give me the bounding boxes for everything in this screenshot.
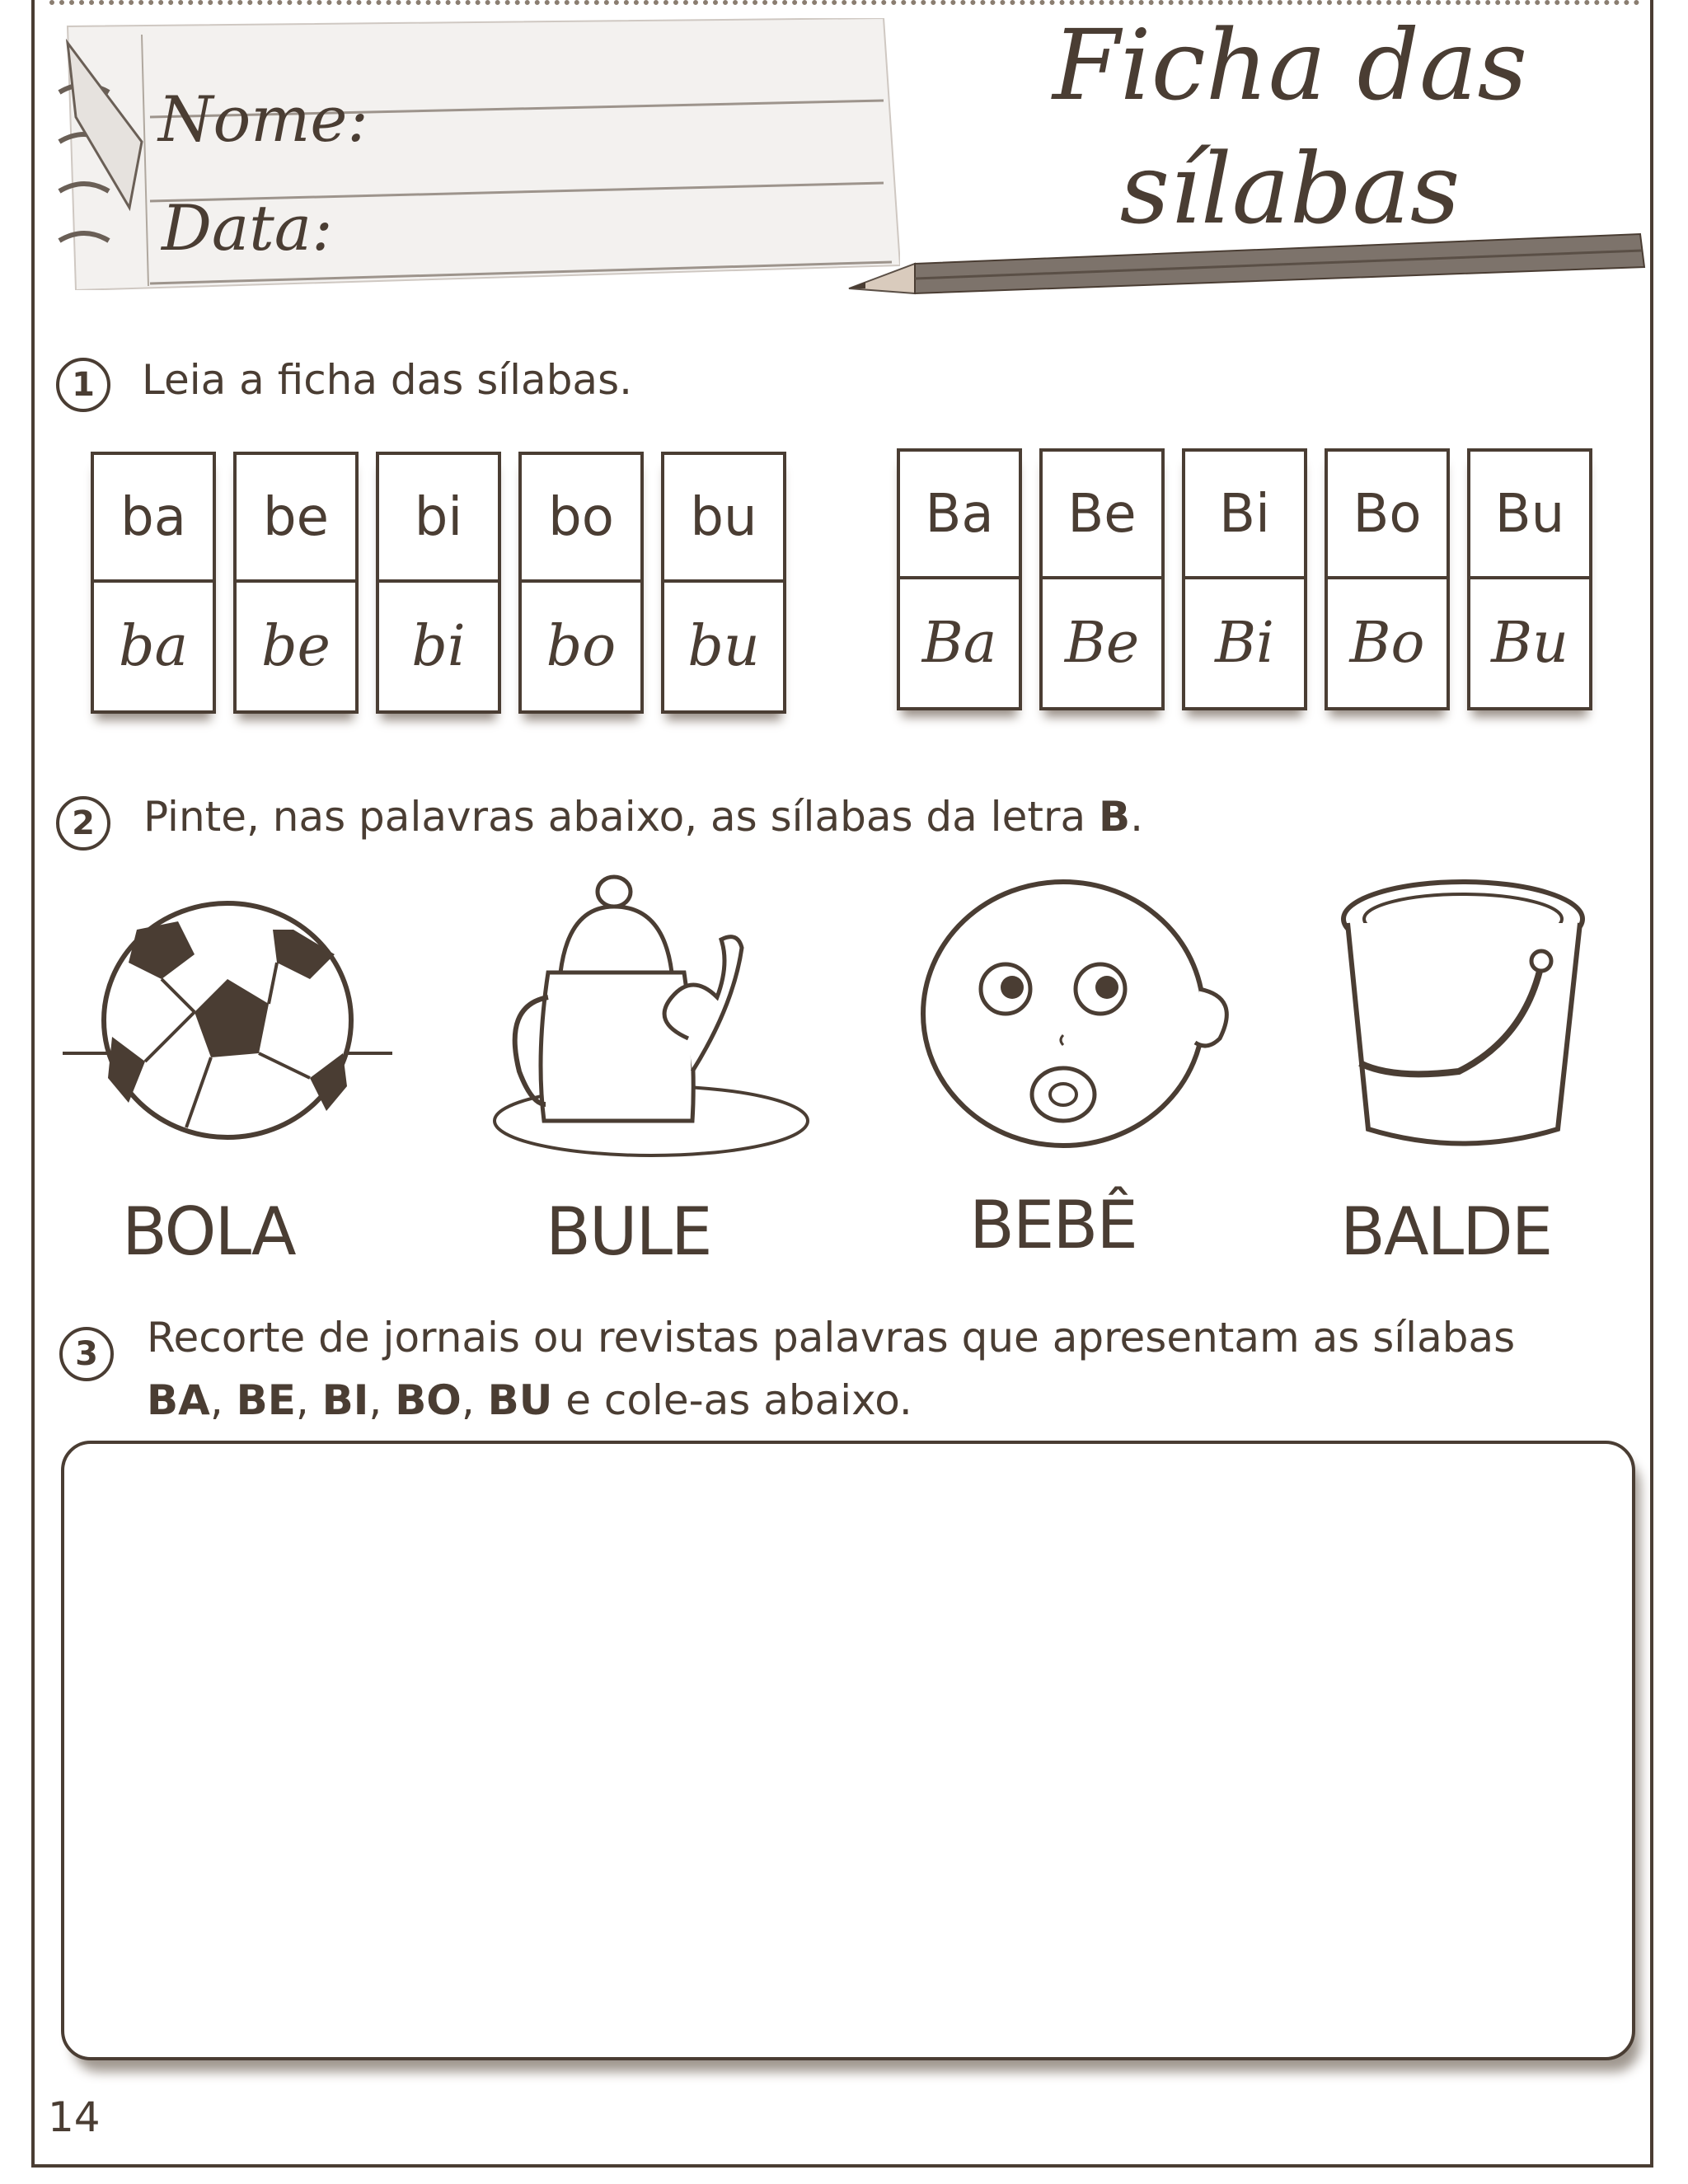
syllable-cursive: bu [687,614,760,679]
separator: , [461,1376,488,1424]
page-title-line1: Ficha das [1053,8,1527,122]
step-2-letter: B [1099,793,1131,841]
syllable-bold: BE [236,1376,296,1424]
step-3-instruction-line2 [147,1376,912,1424]
baby-face-icon [915,874,1245,1154]
soccer-ball-icon [63,897,392,1144]
word-label: BULE [546,1193,711,1270]
separator: , [209,1376,237,1424]
syllable-cursive: be [261,614,331,679]
syllable-card [91,452,216,714]
teapot-icon [486,874,824,1170]
syllable-print: Bo [1328,452,1447,579]
syllable-bold: BI [321,1376,369,1424]
word-label: BOLA [122,1193,295,1270]
syllable-cursive: ba [118,614,189,679]
syllable-cursive: Be [1064,611,1140,676]
separator: , [295,1376,322,1424]
page-title-line2: sílabas [1119,132,1461,246]
step-2-instruction [143,793,1143,841]
syllable-print: bo [522,455,640,583]
syllable-card [376,452,501,714]
syllable-print: bi [379,455,498,583]
syllable-card [1039,448,1165,710]
step-2-period: . [1130,793,1144,841]
step-3-end: e cole-as abaixo. [552,1376,912,1424]
syllable-bold: BA [147,1376,210,1424]
syllable-cursive: Bo [1349,611,1425,676]
syllable-print: ba [94,455,213,583]
paste-area-box[interactable] [61,1441,1635,2060]
syllable-cursive: Bi [1215,611,1274,676]
syllable-print: Bu [1470,452,1589,579]
word-label: BALDE [1340,1193,1552,1270]
syllable-bold: BU [487,1376,553,1424]
syllable-print: Be [1043,452,1161,579]
syllable-cursive: bi [411,614,466,679]
syllable-card [233,452,359,714]
syllable-bold: BO [395,1376,462,1424]
bucket-icon [1335,874,1591,1154]
syllable-card [1467,448,1592,710]
syllable-card [1325,448,1450,710]
syllable-print: be [237,455,355,583]
syllable-print: Ba [900,452,1019,579]
syllable-cursive: Bu [1491,611,1568,676]
page-number: 14 [48,2093,101,2141]
step-2-number: 2 [56,796,110,851]
separator: , [368,1376,396,1424]
step-3-instruction-line1: Recorte de jornais ou revistas palavras que apresentam as sílabas [147,1314,1516,1361]
syllable-cursive: Ba [921,611,997,676]
step-2-text: Pinte, nas palavras abaixo, as sílabas da letra [143,793,1100,841]
syllable-card [897,448,1022,710]
syllable-card [1182,448,1307,710]
syllable-print: bu [664,455,783,583]
syllable-card [661,452,786,714]
step-3-number: 3 [59,1327,114,1381]
step-1-number: 1 [56,358,110,412]
syllable-print: Bi [1185,452,1304,579]
name-label: Nome: [158,82,368,156]
syllable-cursive: bo [546,614,617,679]
date-label: Data: [162,191,333,265]
perforation-edge [49,0,1640,5]
pencil-icon [841,223,1648,313]
syllable-card [518,452,644,714]
step-1-instruction: Leia a ficha das sílabas. [142,356,633,404]
word-label: BEBÊ [969,1187,1137,1263]
